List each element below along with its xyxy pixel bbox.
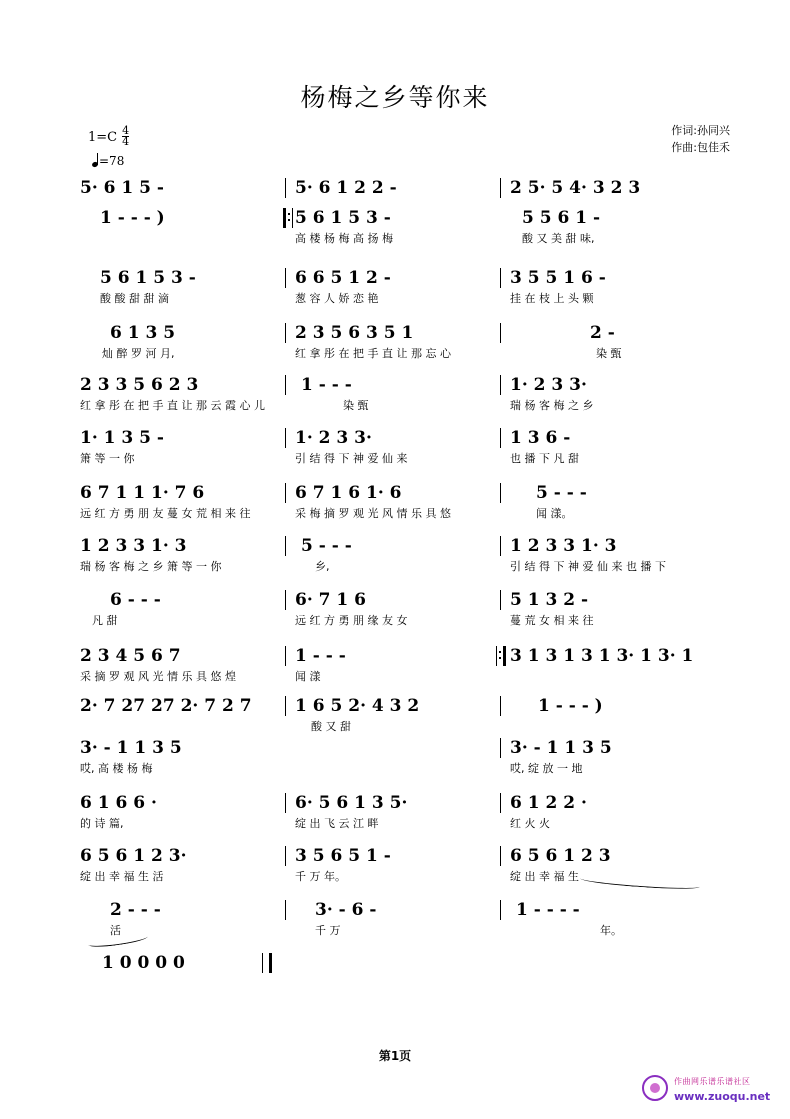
page-title: 杨梅之乡等你来 [300, 83, 490, 112]
note-row: 1 - - - ) [100, 208, 165, 228]
note-row: 1 2 3 3 1· 3 [510, 536, 617, 556]
score-column-3 [510, 178, 710, 1008]
barline [500, 178, 501, 198]
note-row: 5 1 3 2 - [510, 590, 589, 610]
lyric-row: 绽 出 飞 云 江 畔 [295, 817, 379, 830]
barline [500, 696, 501, 716]
lyric-row: 引 结 得 下 神 爱 仙 来 也 播 下 [510, 560, 666, 573]
note-row: 6 - - - [110, 590, 161, 610]
score-line [295, 483, 491, 529]
lyric-row: 采 梅 摘 罗 观 光 风 情 乐 具 悠 [295, 507, 451, 520]
note-row: 6 5 6 1 2 3· [80, 846, 187, 866]
lyric-row: 千 万 年。 [295, 870, 346, 883]
watermark-url: www.zuoqu.net [674, 1090, 771, 1103]
barline [500, 793, 501, 813]
note-row: 5 6 1 5 3 - [295, 208, 391, 228]
page-number: 第1页 [378, 1049, 412, 1063]
note-row: 6 7 1 1 1· 7 6 [80, 483, 205, 503]
note-row: 5 - - - [301, 536, 352, 556]
lyric-row: 也 播 下 凡 甜 [510, 452, 579, 465]
score-line [295, 846, 491, 892]
note-row: 5 6 1 5 3 - [100, 268, 196, 288]
tempo-value: =78 [99, 154, 125, 168]
score-line [80, 793, 276, 839]
barline [285, 536, 286, 556]
lyric-row: 酸 酸 甜 甜 滴 [100, 292, 169, 305]
lyric-row: 红 拿 彤 在 把 手 直 让 那 忘 心 [295, 347, 451, 360]
barline [285, 323, 286, 343]
note-row: 3 5 6 5 1 - [295, 846, 391, 866]
note-row: 2 3 5 6 3 5 1 [295, 323, 414, 343]
score-column-1 [80, 178, 280, 1008]
lyric-row: 染 甄 [596, 347, 622, 360]
score-line [80, 323, 276, 369]
lyric-row: 挂 在 枝 上 头 颗 [510, 292, 594, 305]
score-line [80, 696, 276, 742]
score-line [295, 375, 491, 421]
repeat-start-barline [283, 208, 293, 228]
note-row: 6 1 6 6 · [80, 793, 157, 813]
note-row: 6 1 3 5 [110, 323, 176, 343]
barline [500, 323, 501, 343]
lyric-row: 红 拿 彤 在 把 手 直 让 那 云 霞 心 儿 [80, 399, 265, 412]
score-line [510, 323, 706, 369]
tempo-marking [92, 154, 124, 168]
key-label: 1=C [88, 130, 118, 145]
lyric-row: 哎, 高 楼 杨 梅 [80, 762, 153, 775]
time-signature-numerator: 4 [122, 124, 130, 137]
note-row: 5 5 6 1 - [522, 208, 601, 228]
score-line [510, 696, 706, 742]
barline [500, 483, 501, 503]
score-line [510, 900, 706, 946]
score-line [510, 738, 706, 784]
barline [285, 646, 286, 666]
final-barline [262, 953, 272, 973]
composer: 作曲:包佳禾 [671, 141, 730, 154]
barline [285, 793, 286, 813]
lyric-row: 千 万 [315, 924, 341, 937]
barline [285, 375, 286, 395]
barline [285, 178, 286, 198]
score-line [510, 590, 706, 636]
note-row: 6· 5 6 1 3 5· [295, 793, 408, 813]
lyric-row: 远 红 方 勇 朋 友 蔓 女 荒 相 来 往 [80, 507, 251, 520]
lyric-row: 红 火 火 [510, 817, 550, 830]
lyricist: 作词:孙同兴 [671, 124, 730, 137]
lyric-row: 凡 甜 [92, 614, 118, 627]
lyric-row: 蔓 荒 女 相 来 往 [510, 614, 594, 627]
score-line [295, 696, 491, 742]
lyric-row: 箫 等 一 你 [80, 452, 135, 465]
lyric-row [80, 230, 276, 248]
lyric-row [510, 668, 706, 686]
note-row: 1· 2 3 3· [510, 375, 587, 395]
note-row: 2· 7 27 27 2· 7 2 7 [80, 696, 252, 716]
note-row: 2 3 4 5 6 7 [80, 646, 181, 666]
lyric-row: 采 摘 罗 观 风 光 情 乐 具 悠 煌 [80, 670, 236, 683]
lyric-row: 闻 漾。 [536, 507, 573, 520]
time-signature [122, 126, 129, 147]
barline [285, 846, 286, 866]
note-row: 5· 6 1 2 2 - [295, 178, 397, 198]
note-row: 2 - [590, 323, 615, 343]
note-row: 2 - - - [110, 900, 161, 920]
barline [500, 900, 501, 920]
score-line [295, 793, 491, 839]
score-line [295, 268, 491, 314]
barline [285, 900, 286, 920]
score-line [510, 646, 706, 692]
note-row: 1 - - - [301, 375, 352, 395]
note-row: 3· - 1 1 3 5 [510, 738, 612, 758]
score-line [295, 536, 491, 582]
score-line [80, 268, 276, 314]
note-row: 1 - - - - [516, 900, 580, 920]
lyric-row: 酸 又 甜 [311, 720, 351, 733]
score-line [295, 590, 491, 636]
lyric-row: 年。 [600, 924, 622, 937]
note-row: 1 - - - ) [538, 696, 603, 716]
note-row: 2 5· 5 4· 3 2 3 [510, 178, 641, 198]
note-row: 1 2 3 3 1· 3 [80, 536, 187, 556]
note-row: 1· 1 3 5 - [80, 428, 164, 448]
score-line [510, 208, 706, 254]
score-line [510, 428, 706, 474]
lyric-row: 酸 又 美 甜 味, [522, 232, 595, 245]
music-score [80, 178, 720, 1008]
note-row: 1 0 0 0 0 [102, 953, 185, 973]
note-row: 1 6 5 2· 4 3 2 [295, 696, 420, 716]
time-signature-denominator: 4 [122, 135, 130, 148]
score-line [510, 483, 706, 529]
barline [500, 536, 501, 556]
lyric-row [80, 975, 276, 993]
score-line [80, 428, 276, 474]
note-row: 6 5 6 1 2 3 [510, 846, 611, 866]
barline [500, 375, 501, 395]
lyric-row: 灿 醉 罗 河 月, [102, 347, 175, 360]
barline [285, 483, 286, 503]
barline [285, 428, 286, 448]
note-row: 6 1 2 2 · [510, 793, 587, 813]
score-line [80, 738, 276, 784]
note-row: 3 1 3 1 3 1 3· 1 3· 1 [510, 646, 694, 666]
key-signature [88, 126, 129, 147]
score-line [80, 536, 276, 582]
lyric-row: 瑞 杨 客 梅 之 乡 箫 等 一 你 [80, 560, 222, 573]
note-row: 6 6 5 1 2 - [295, 268, 391, 288]
score-column-2 [295, 178, 495, 1008]
note-row: 6· 7 1 6 [295, 590, 366, 610]
note-row: 1 3 6 - [510, 428, 571, 448]
credits-block [671, 122, 730, 156]
lyric-row: 乡, [315, 560, 330, 573]
score-line [80, 375, 276, 421]
score-line [510, 375, 706, 421]
score-line [80, 590, 276, 636]
barline [500, 738, 501, 758]
score-line [295, 428, 491, 474]
score-line [80, 846, 276, 892]
score-line [80, 208, 276, 254]
note-row: 2 3 3 5 6 2 3 [80, 375, 199, 395]
lyric-row: 的 诗 篇, [80, 817, 124, 830]
score-line [295, 208, 491, 254]
score-line [80, 483, 276, 529]
lyric-row: 引 结 得 下 神 爱 仙 来 [295, 452, 408, 465]
lyric-row [510, 718, 706, 736]
barline [500, 590, 501, 610]
note-row: 5 - - - [536, 483, 587, 503]
note-row: 3 5 5 1 6 - [510, 268, 606, 288]
lyric-row: 高 楼 杨 梅 高 扬 梅 [295, 232, 393, 245]
score-line [295, 646, 491, 692]
note-row: 3· - 1 1 3 5 [80, 738, 182, 758]
watermark-site-name: 作曲网乐谱乐谱社区 [674, 1077, 751, 1086]
note-row: 1 - - - [295, 646, 346, 666]
score-line [80, 953, 276, 999]
barline [500, 846, 501, 866]
note-row: 6 7 1 6 1· 6 [295, 483, 402, 503]
score-line [510, 268, 706, 314]
watermark [642, 1071, 772, 1111]
lyric-row: 闻 漾 [295, 670, 321, 683]
barline [285, 696, 286, 716]
lyric-row [80, 718, 276, 736]
score-line [80, 646, 276, 692]
score-line [510, 793, 706, 839]
barline [500, 428, 501, 448]
score-line [295, 900, 491, 946]
quarter-note-icon [92, 154, 99, 167]
barline [285, 268, 286, 288]
lyric-row: 绽 出 幸 福 生 [510, 870, 579, 883]
lyric-row: 瑞 杨 客 梅 之 乡 [510, 399, 594, 412]
score-line [510, 536, 706, 582]
lyric-row: 活 [110, 924, 121, 937]
lyric-row: 远 红 方 勇 朋 缘 友 女 [295, 614, 408, 627]
lyric-row: 葱 容 人 娇 恋 艳 [295, 292, 379, 305]
lyric-row: 绽 出 幸 福 生 活 [80, 870, 164, 883]
barline [285, 590, 286, 610]
note-row: 1· 2 3 3· [295, 428, 372, 448]
score-line [295, 323, 491, 369]
note-row: 5· 6 1 5 - [80, 178, 164, 198]
repeat-end-barline [496, 646, 506, 666]
lyric-row: 哎, 绽 放 一 地 [510, 762, 583, 775]
lyric-row: 染 甄 [343, 399, 369, 412]
logo-icon [642, 1075, 668, 1101]
barline [500, 268, 501, 288]
note-row: 3· - 6 - [315, 900, 377, 920]
